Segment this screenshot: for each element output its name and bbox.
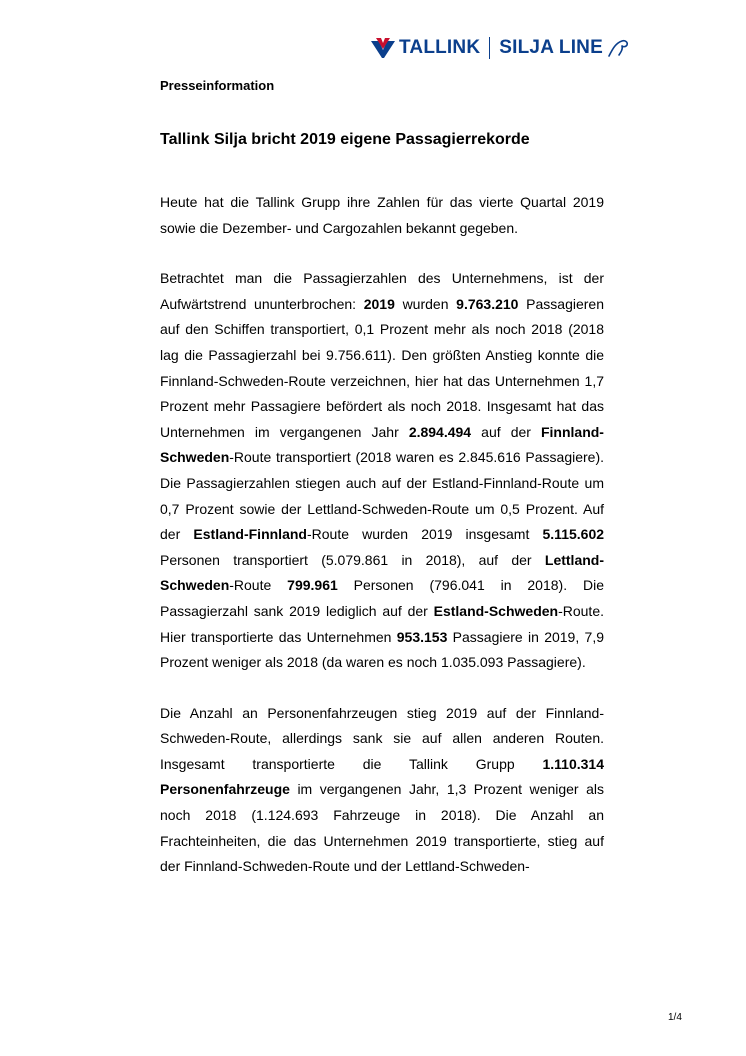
paragraph-text: Heute hat die Tallink Grupp ihre Zahlen für das vierte Quartal 2019 sowie die Dezember- und Cargozahlen bekannt gegeben. [160,194,604,236]
body-paragraph [160,190,604,241]
paragraph-text: im vergangenen Jahr, 1,3 Prozent weniger als noch 2018 (1.124.693 Fahrzeuge in 2018). Die Anzahl an Frachteinheiten, die das Unternehmen 2019 transportierte, stieg auf der Finnland-Schweden-Route und der Lettland-Schweden- [160,781,604,875]
logo-text-tallink: TALLINK [399,37,481,58]
page-number: 1/4 [668,1012,682,1023]
paragraph-text: Personen (796.041 in 2018). Die Passagierzahl sank 2019 lediglich auf der [160,577,604,619]
paragraph-text: -Route. Hier transportierte das Unternehmen [160,602,604,645]
bold-text: Estland-Finnland [193,526,307,543]
bold-text: 5.115.602 [542,526,605,543]
bold-text: 1.110.314 Personenfahrzeuge [160,755,604,798]
paragraph-text: auf der [471,423,541,440]
document-title: Tallink Silja bricht 2019 eigene Passagierrekorde [160,131,530,148]
bold-text: Finnland-Schweden [160,423,604,466]
paragraph-text: Betrachtet man die Passagierzahlen des Unternehmens, ist der Aufwärtstrend ununterbrochen: [160,270,604,312]
tallink-logo-icon [370,37,396,59]
bold-text: Lettland-Schweden [160,551,604,594]
logo-text-silja-line: SILJA LINE [499,37,603,58]
body-paragraph [160,266,604,676]
bold-text: 2019 [363,295,395,312]
paragraph-text: Personen transportiert (5.079.861 in 2018), auf der [160,551,545,568]
company-logo [370,33,629,63]
paragraph-text: -Route wurden 2019 insgesamt [306,526,543,543]
document-body [160,190,604,905]
bold-text: Estland-Schweden [433,602,559,619]
paragraph-text: Passagieren auf den Schiffen transportiert, 0,1 Prozent mehr als noch 2018 (2018 lag die Passagierzahl bei 9.756.611). Den größten Anstieg konnte die Finnland-Schweden-Route verzeichnen, hier hat das Unternehmen 1,7 Prozent mehr Passagiere befördert als noch 2018. Insgesamt hat das Unternehmen im vergangenen Jahr [160,295,604,440]
paragraph-text: -Route [229,577,288,594]
paragraph-text: Passagiere in 2019, 7,9 Prozent weniger als 2018 (da waren es noch 1.035.093 Passagiere). [160,628,604,671]
body-paragraph [160,701,604,880]
logo-divider [489,37,490,59]
bold-text: 2.894.494 [408,423,472,440]
bold-text: 9.763.210 [456,295,519,312]
seal-logo-icon [607,38,629,58]
paragraph-text: wurden [394,295,457,312]
bold-text: 799.961 [287,577,338,594]
paragraph-text: Die Anzahl an Personenfahrzeugen stieg 2019 auf der Finnland-Schweden-Route, allerdings sank sie auf allen anderen Routen. Insgesamt transportierte die Tallink Grupp [160,704,604,772]
press-release-label: Presseinformation [160,78,275,93]
bold-text: 953.153 [396,628,448,645]
paragraph-text: -Route transportiert (2018 waren es 2.845.616 Passagiere). Die Passagierzahlen stiegen auch auf der Estland-Finnland-Route um 0,7 Prozent sowie der Lettland-Schweden-Route um 0,5 Prozent. Auf der [160,449,604,543]
